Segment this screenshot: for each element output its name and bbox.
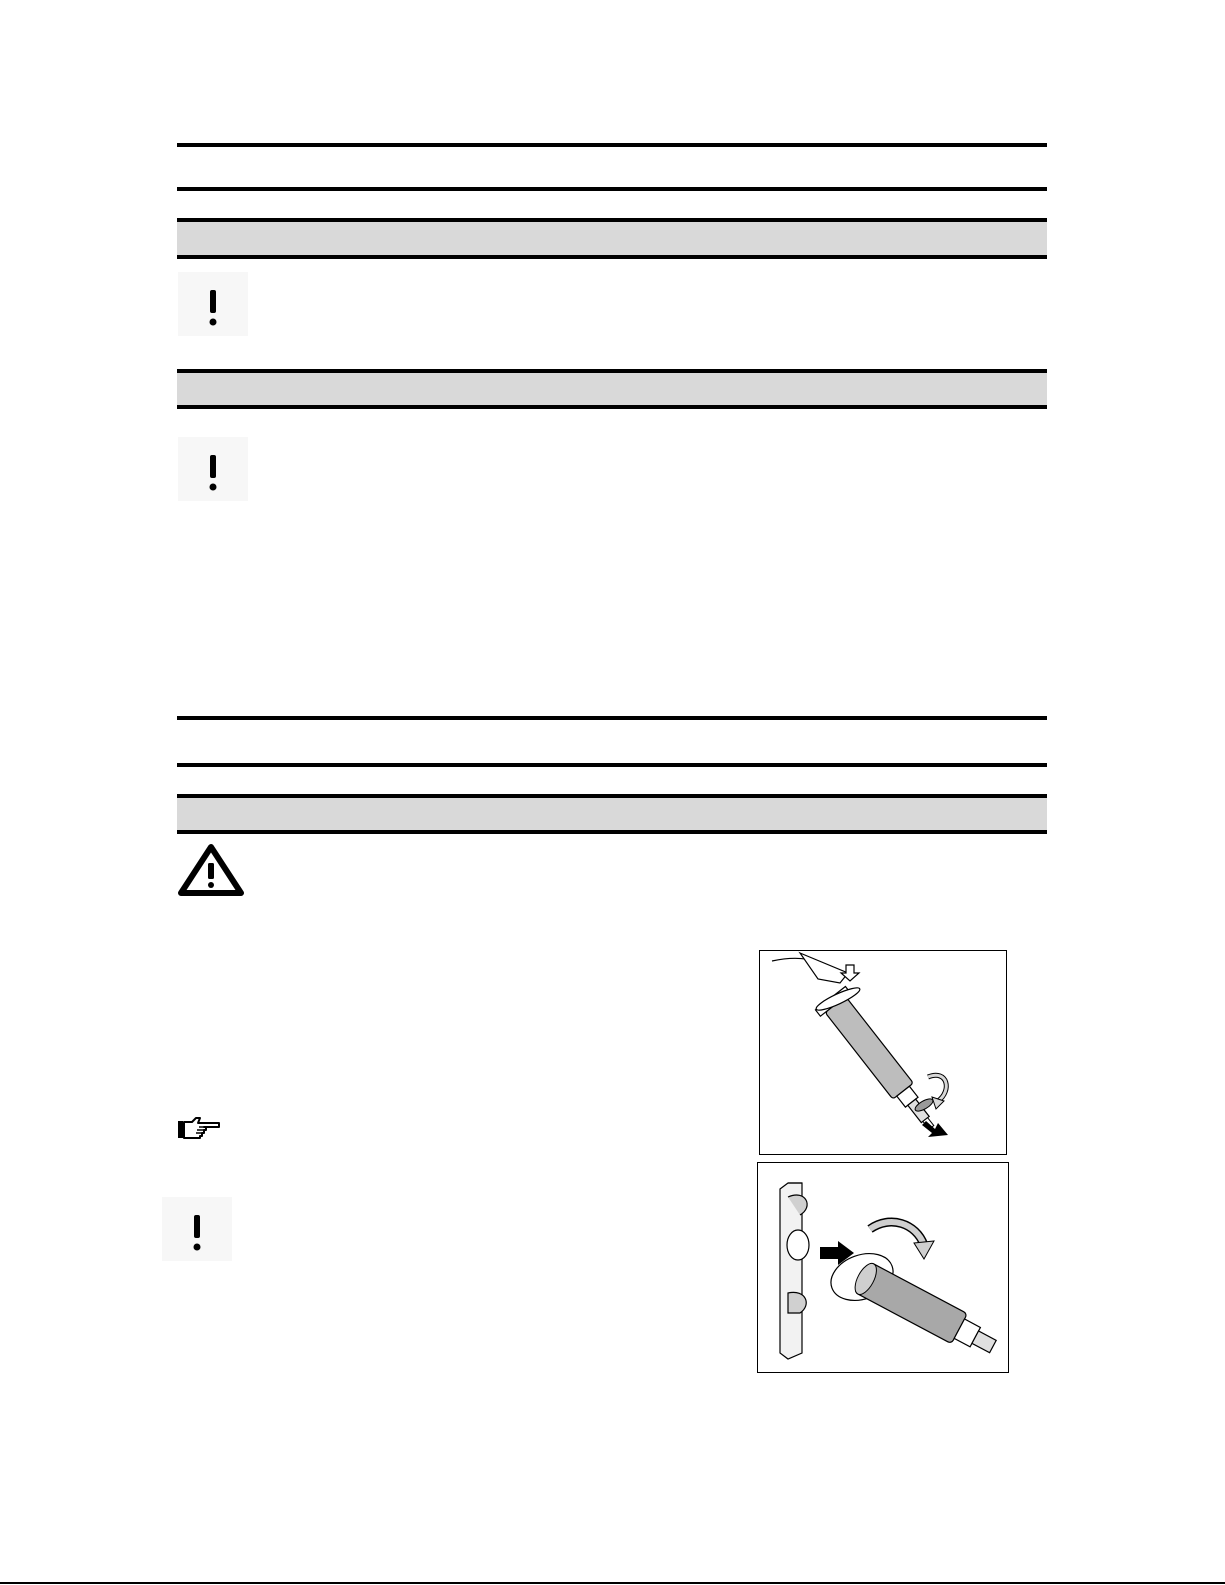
exclamation-icon [178,437,248,501]
warning-triangle-icon [177,843,245,899]
subsection-1b-heading-band [177,373,1047,405]
section-2-top-rule [177,716,1047,720]
pointing-hand-icon [177,1116,223,1142]
section-1-header-rule [177,187,1047,191]
section-2-header-rule [177,763,1047,767]
exclamation-icon [162,1197,232,1261]
subsection-2a-heading-band [177,798,1047,830]
subsection-1a-heading-band [177,222,1047,255]
syringe-filling-figure [759,950,1007,1155]
subsection-1b-bottom-rule [177,405,1047,409]
subsection-1a-bottom-rule [177,255,1047,259]
section-1-top-rule [177,143,1047,147]
exclamation-icon [178,272,248,336]
page-bottom-rule [0,1582,1225,1584]
syringe-holder-figure [757,1162,1009,1373]
subsection-2a-bottom-rule [177,830,1047,834]
